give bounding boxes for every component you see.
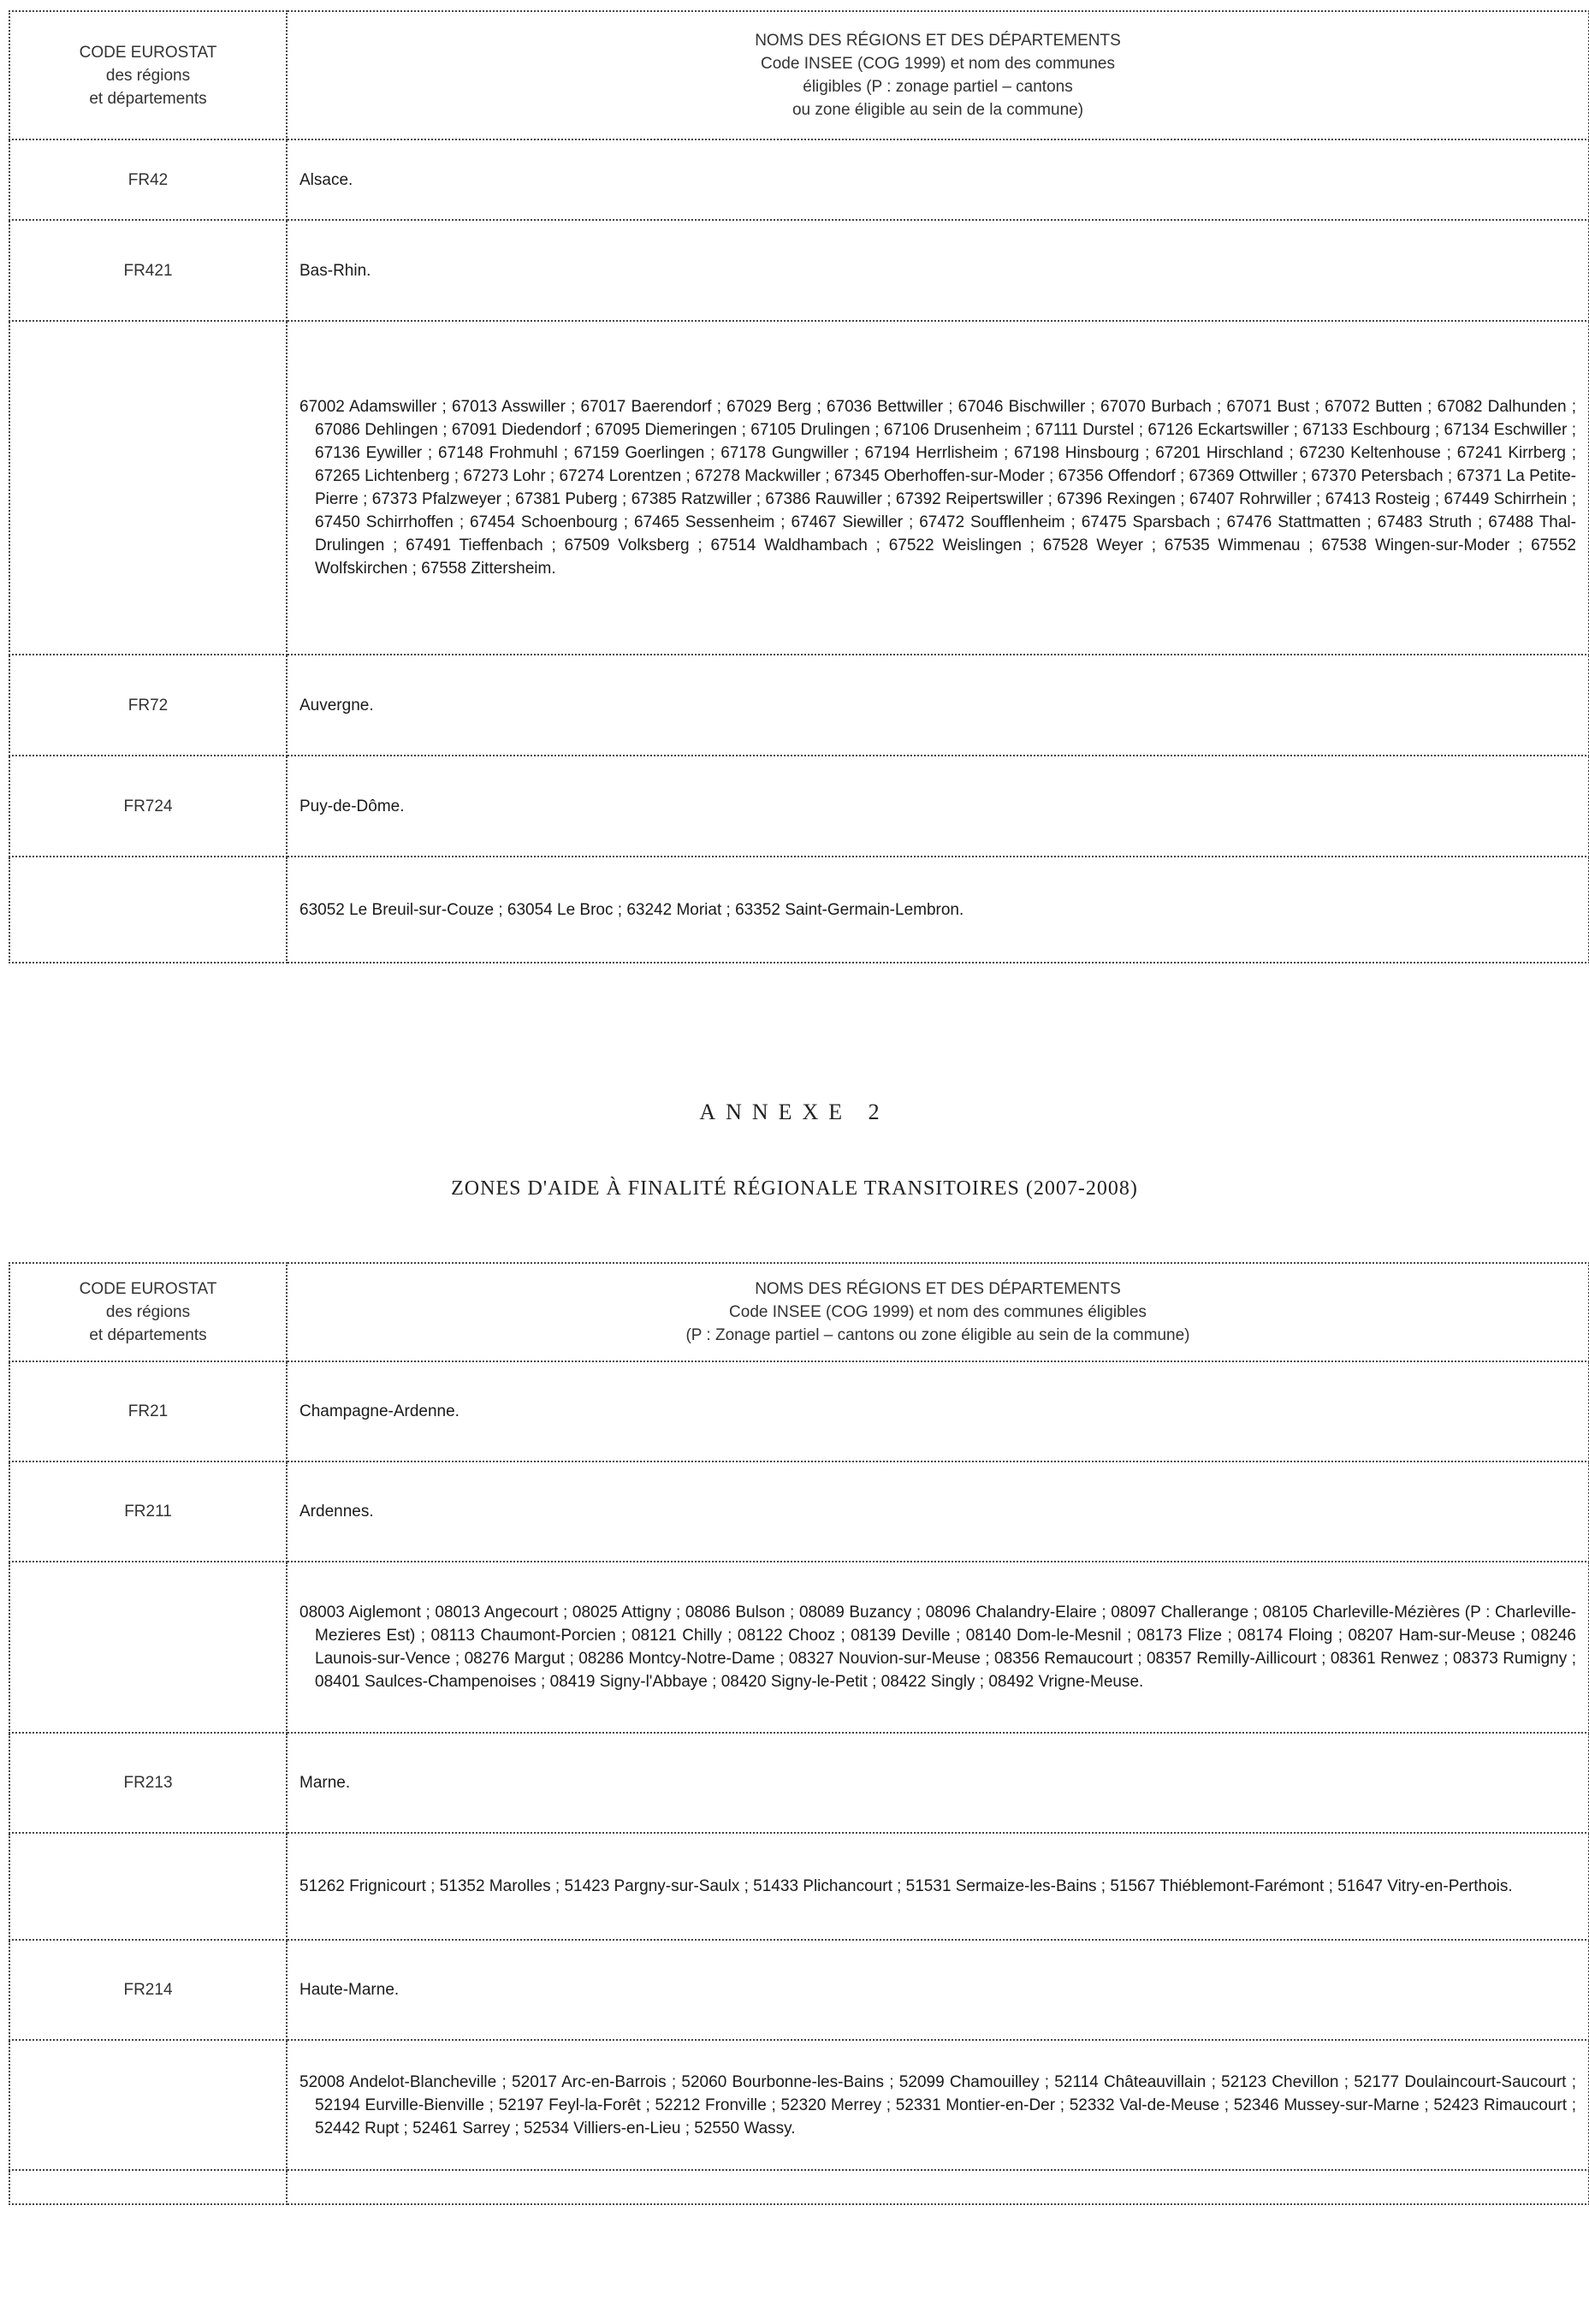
department-name: Puy-de-Dôme. bbox=[287, 756, 1589, 857]
commune-list: 63052 Le Breuil-sur-Couze ; 63054 Le Broc ; 63242 Moriat ; 63352 Saint-Germain-Lembron. bbox=[287, 857, 1589, 963]
header-names-cell bbox=[287, 11, 1589, 139]
commune-list: 51262 Frignicourt ; 51352 Marolles ; 51423 Pargny-sur-Saulx ; 51433 Plichancourt ; 51531 Sermaize-les-Bains ; 51567 Thiéblemont-Farémont ; 51647 Vitry-en-Perthois. bbox=[287, 1833, 1589, 1940]
commune-list: 52008 Andelot-Blancheville ; 52017 Arc-en-Barrois ; 52060 Bourbonne-les-Bains ; 52099 Chamouilley ; 52114 Châteauvillain ; 52123 Chevillon ; 52177 Doulaincourt-Saucourt ; 52194 Eurville-Bienville ; 52197 Feyl-la-Forêt ; 52212 Fronville ; 52320 Merrey ; 52331 Montier-en-Der ; 52332 Val-de-Meuse ; 52346 Mussey-sur-Marne ; 52423 Rimaucourt ; 52442 Rupt ; 52461 Sarrey ; 52534 Villiers-en-Lieu ; 52550 Wassy. bbox=[287, 2040, 1589, 2170]
annex-title: ANNEXE 2 bbox=[699, 1100, 890, 1124]
header-code-cell bbox=[9, 1263, 287, 1361]
continued-code-cell bbox=[9, 2170, 287, 2204]
table-row bbox=[9, 1733, 1589, 1833]
table-row bbox=[9, 1562, 1589, 1733]
table-row bbox=[9, 1833, 1589, 1940]
department-code: FR213 bbox=[9, 1733, 287, 1833]
table-row bbox=[9, 857, 1589, 963]
table-row bbox=[9, 756, 1589, 857]
region-name: Alsace. bbox=[287, 139, 1589, 220]
header-code-line: CODE EUROSTAT bbox=[79, 1280, 217, 1298]
header-names-line: NOMS DES RÉGIONS ET DES DÉPARTEMENTS bbox=[755, 1280, 1121, 1298]
table-header-row bbox=[9, 1263, 1589, 1361]
header-names-line: Code INSEE (COG 1999) et nom des communes bbox=[761, 55, 1115, 73]
department-code: FR214 bbox=[9, 1940, 287, 2040]
commune-code-cell bbox=[9, 321, 287, 655]
table-row bbox=[9, 1361, 1589, 1461]
region-name: Champagne-Ardenne. bbox=[287, 1361, 1589, 1461]
commune-code-cell bbox=[9, 2040, 287, 2170]
table-row bbox=[9, 2040, 1589, 2170]
table-row bbox=[9, 655, 1589, 756]
department-code: FR421 bbox=[9, 220, 287, 321]
header-names-line: éligibles (P : zonage partiel – cantons bbox=[803, 78, 1073, 96]
commune-list: 08003 Aiglemont ; 08013 Angecourt ; 08025 Attigny ; 08086 Bulson ; 08089 Buzancy ; 08096 Chalandry-Elaire ; 08097 Challerange ; 08105 Charleville-Mézières (P : Charleville-Mezieres Est) ; 08113 Chaumont-Porcien ; 08121 Chilly ; 08122 Chooz ; 08139 Deville ; 08140 Dom-le-Mesnil ; 08173 Flize ; 08174 Floing ; 08207 Ham-sur-Meuse ; 08246 Launois-sur-Vence ; 08276 Margut ; 08286 Montcy-Notre-Dame ; 08327 Nouvion-sur-Meuse ; 08356 Remaucourt ; 08357 Remilly-Aillicourt ; 08361 Renwez ; 08373 Rumigny ; 08401 Saulces-Champenoises ; 08419 Signy-l'Abbaye ; 08420 Signy-le-Petit ; 08422 Singly ; 08492 Vrigne-Meuse. bbox=[287, 1562, 1589, 1733]
department-code: FR211 bbox=[9, 1461, 287, 1562]
annex-subtitle: ZONES D'AIDE À FINALITÉ RÉGIONALE TRANSITOIRES (2007-2008) bbox=[451, 1177, 1138, 1200]
continued-name-cell bbox=[287, 2170, 1589, 2204]
header-code-line: CODE EUROSTAT bbox=[79, 43, 217, 62]
header-code-cell bbox=[9, 11, 287, 139]
commune-code-cell bbox=[9, 1833, 287, 1940]
table-row bbox=[9, 139, 1589, 220]
header-names-line: NOMS DES RÉGIONS ET DES DÉPARTEMENTS bbox=[755, 32, 1121, 50]
table-row bbox=[9, 1940, 1589, 2040]
header-names-line: ou zone éligible au sein de la commune) bbox=[792, 101, 1084, 119]
header-code-line: et départements bbox=[89, 89, 207, 108]
header-code-line: des régions bbox=[105, 66, 191, 85]
header-names-cell bbox=[287, 1263, 1589, 1361]
table-row bbox=[9, 1461, 1589, 1562]
region-code: FR72 bbox=[9, 655, 287, 756]
regions-table-2 bbox=[9, 1262, 1589, 2205]
department-name: Haute-Marne. bbox=[287, 1940, 1589, 2040]
header-names-line: (P : Zonage partiel – cantons ou zone éligible au sein de la commune) bbox=[685, 1326, 1190, 1344]
table-row bbox=[9, 321, 1589, 655]
department-code: FR724 bbox=[9, 756, 287, 857]
table-row bbox=[9, 220, 1589, 321]
header-names-line: Code INSEE (COG 1999) et nom des communes éligibles bbox=[729, 1303, 1147, 1321]
commune-code-cell bbox=[9, 857, 287, 963]
department-name: Marne. bbox=[287, 1733, 1589, 1833]
region-name: Auvergne. bbox=[287, 655, 1589, 756]
table-header-row bbox=[9, 11, 1589, 139]
commune-list: 67002 Adamswiller ; 67013 Asswiller ; 67017 Baerendorf ; 67029 Berg ; 67036 Bettwiller ; 67046 Bischwiller ; 67070 Burbach ; 67071 Bust ; 67072 Butten ; 67082 Dalhunden ; 67086 Dehlingen ; 67091 Diedendorf ; 67095 Diemeringen ; 67105 Drulingen ; 67106 Drusenheim ; 67111 Durstel ; 67126 Eckartswiller ; 67133 Eschbourg ; 67134 Eschwiller ; 67136 Eywiller ; 67148 Frohmuhl ; 67159 Goerlingen ; 67178 Gungwiller ; 67194 Herrlisheim ; 67198 Hinsbourg ; 67201 Hirschland ; 67230 Keltenhouse ; 67241 Kirrberg ; 67265 Lichtenberg ; 67273 Lohr ; 67274 Lorentzen ; 67278 Mackwiller ; 67345 Oberhoffen-sur-Moder ; 67356 Offendorf ; 67369 Ottwiller ; 67370 Petersbach ; 67371 La Petite-Pierre ; 67373 Pfalzweyer ; 67381 Puberg ; 67385 Ratzwiller ; 67386 Rauwiller ; 67392 Reipertswiller ; 67396 Rexingen ; 67407 Rohrwiller ; 67413 Rosteig ; 67449 Schirrhein ; 67450 Schirrhoffen ; 67454 Schoenbourg ; 67465 Sessenheim ; 67467 Siewiller ; 67472 Soufflenheim ; 67475 Sparsbach ; 67476 Stattmatten ; 67483 Struth ; 67488 Thal-Drulingen ; 67491 Tieffenbach ; 67509 Volksberg ; 67514 Waldhambach ; 67522 Weislingen ; 67528 Weyer ; 67535 Wimmenau ; 67538 Wingen-sur-Moder ; 67552 Wolfskirchen ; 67558 Zittersheim. bbox=[287, 321, 1589, 655]
commune-code-cell bbox=[9, 1562, 287, 1733]
department-name: Ardennes. bbox=[287, 1461, 1589, 1562]
department-name: Bas-Rhin. bbox=[287, 220, 1589, 321]
header-code-line: et départements bbox=[89, 1326, 207, 1344]
region-code: FR42 bbox=[9, 139, 287, 220]
region-code: FR21 bbox=[9, 1361, 287, 1461]
regions-table-1 bbox=[9, 10, 1589, 963]
table-row bbox=[9, 2170, 1589, 2204]
header-code-line: des régions bbox=[105, 1303, 191, 1321]
